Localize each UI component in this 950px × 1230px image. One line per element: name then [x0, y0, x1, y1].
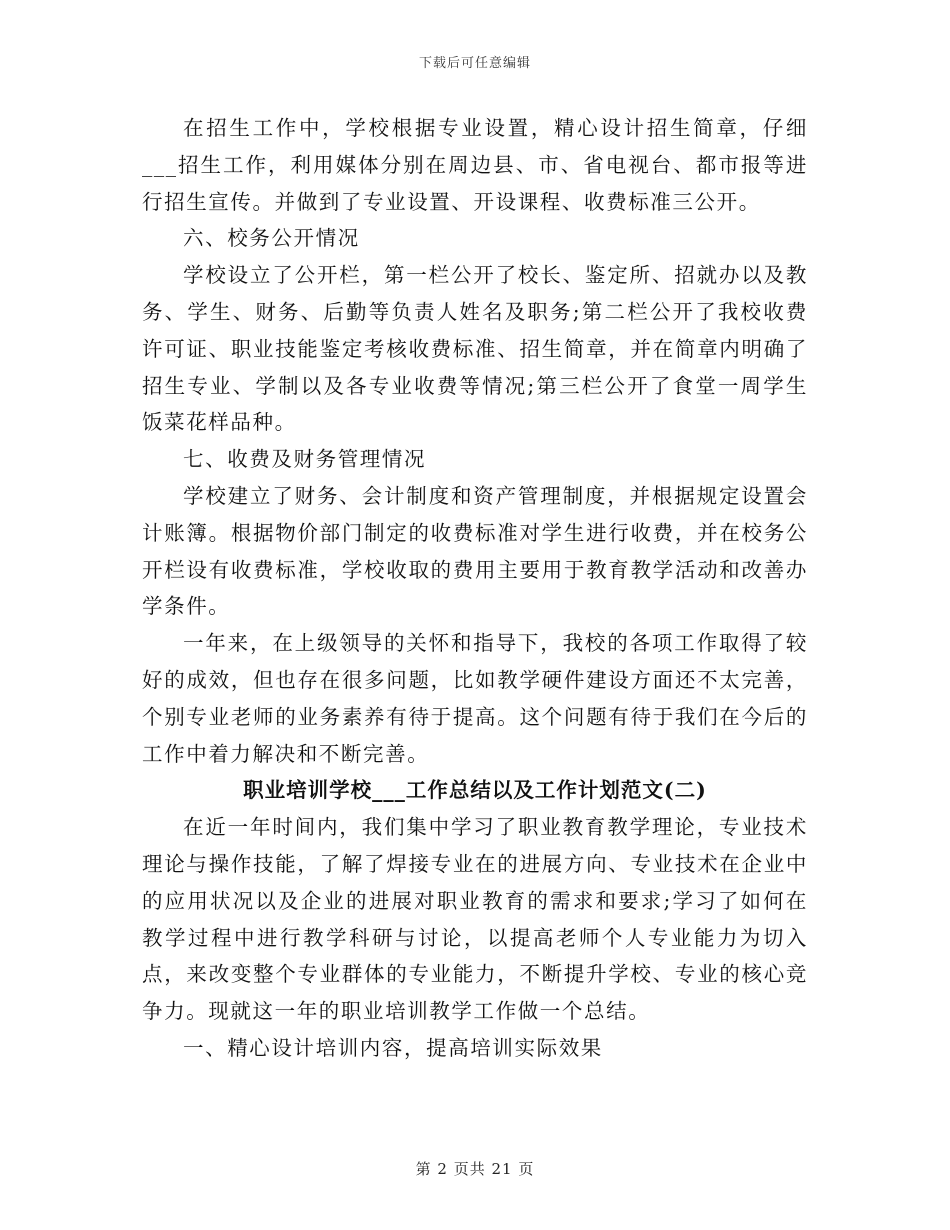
paragraph-bulletin-board: 学校设立了公开栏，第一栏公开了校长、鉴定所、招就办以及教务、学生、财务、后勤等负责人姓名及职务;第二栏公开了我校收费许可证、职业技能鉴定考核收费标准、招生简章，并在简章内明确了招生专业、学制以及各专业收费等情况;第三栏公开了食堂一周学生饭菜花样品种。 — [142, 263, 808, 435]
section-heading-7: 七、收费及财务管理情况 — [183, 447, 427, 472]
document-body — [142, 110, 808, 1067]
paragraph-year-summary: 一年来，在上级领导的关怀和指导下，我校的各项工作取得了较好的成效，但也存在很多问题，比如教学硬件建设方面还不太完善，个别专业老师的业务素养有待于提高。这个问题有待于我们在今后的工作中着力解决和不断完善。 — [142, 631, 808, 766]
page-header: 下载后可任意编辑 — [418, 56, 531, 71]
section-heading-6: 六、校务公开情况 — [183, 226, 360, 251]
section-heading-1: 一、精心设计培训内容，提高培训实际效果 — [183, 1035, 603, 1060]
paragraph-finance: 学校建立了财务、会计制度和资产管理制度，并根据规定设置会计账簿。根据物价部门制定的收费标准对学生进行收费，并在校务公开栏设有收费标准，学校收取的费用主要用于教育教学活动和改善办学条件。 — [142, 483, 808, 619]
paragraph-enrollment: 在招生工作中，学校根据专业设置，精心设计招生简章，仔细___招生工作，利用媒体分别在周边县、市、省电视台、都市报等进行招生宣传。并做到了专业设置、开设课程、收费标准三公开。 — [142, 116, 808, 214]
paragraph-intro: 在近一年时间内，我们集中学习了职业教育教学理论，专业技术理论与操作技能，了解了焊接专业在的进展方向、专业技术在企业中的应用状况以及企业的进展对职业教育的需求和要求;学习了如何在教学过程中进行教学科研与讨论，以提高老师个人专业能力为切入点，来改变整个专业群体的专业能力，不断提升学校、专业的核心竞争力。现就这一年的职业培训教学工作做一个总结。 — [142, 815, 808, 1024]
document-title: 职业培训学校___工作总结以及工作计划范文(二) — [243, 778, 707, 803]
page-number: 第 2 页共 21 页 — [415, 1160, 535, 1178]
